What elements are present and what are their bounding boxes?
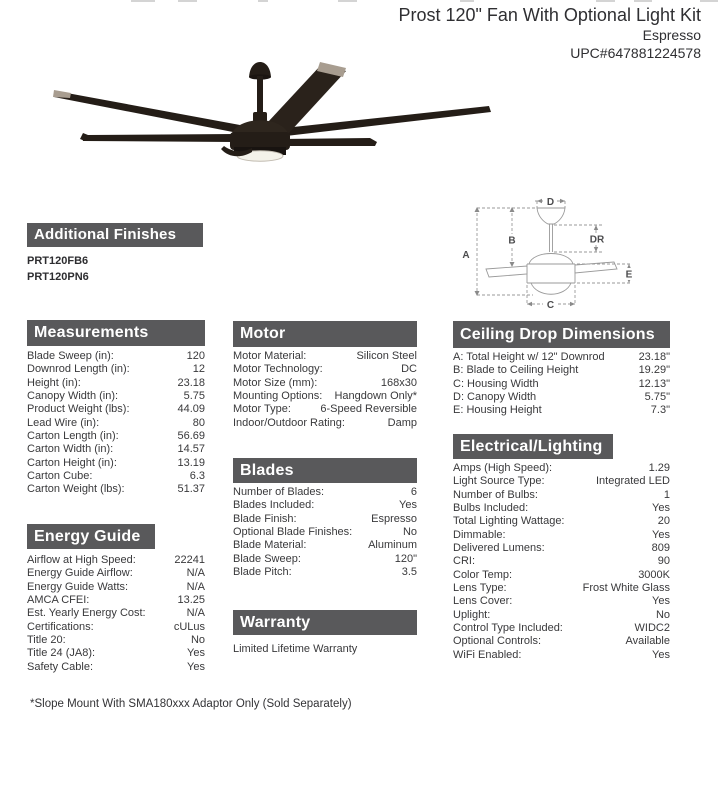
spec-row: [453, 462, 670, 475]
spec-label: Airflow at High Speed:: [27, 554, 136, 566]
blades-header: Blades: [233, 458, 417, 483]
finish-name: Espresso: [642, 27, 701, 43]
spec-row: [27, 483, 205, 496]
spec-label: Carton Length (in):: [27, 430, 119, 443]
spec-value: Espresso: [371, 512, 417, 525]
spec-value: 3000K: [638, 568, 670, 581]
spec-value: Damp: [387, 416, 417, 429]
warranty-text: Limited Lifetime Warranty: [233, 643, 358, 655]
blades-section: [233, 458, 417, 579]
cropped-header-artifact: [460, 0, 474, 2]
spec-value: Available: [625, 635, 670, 648]
spec-row: [27, 621, 205, 634]
motor-rows: [233, 350, 417, 430]
spec-value: 168x30: [380, 376, 417, 389]
spec-label: Number of Bulbs:: [453, 488, 538, 501]
spec-label: Height (in):: [27, 376, 81, 389]
spec-value: Yes: [399, 499, 417, 512]
spec-label: Blade Pitch:: [233, 566, 292, 579]
spec-value: Yes: [652, 595, 670, 608]
spec-row: [27, 634, 205, 647]
spec-value: 20: [657, 515, 670, 528]
spec-value: 809: [651, 542, 670, 555]
spec-label: Motor Type:: [233, 403, 291, 416]
spec-label: Motor Size (mm):: [233, 376, 318, 389]
spec-label: Blade Sweep:: [233, 552, 301, 565]
spec-row: [453, 475, 670, 488]
spec-label: Motor Technology:: [233, 363, 323, 376]
spec-row: [453, 542, 670, 555]
spec-label: Product Weight (lbs):: [27, 403, 130, 416]
spec-value: No: [190, 634, 205, 647]
spec-label: CRI:: [453, 555, 475, 568]
spec-label: Carton Cube:: [27, 470, 93, 483]
spec-value: N/A: [186, 567, 205, 580]
spec-label: Carton Weight (lbs):: [27, 483, 125, 496]
spec-label: AMCA CFEI:: [27, 594, 90, 607]
spec-label: Canopy Width (in):: [27, 390, 119, 403]
spec-value: No: [402, 526, 417, 539]
spec-row: [233, 539, 417, 552]
spec-value: 12: [192, 363, 205, 376]
spec-value: 6-Speed Reversible: [320, 403, 417, 416]
spec-value: Yes: [187, 647, 205, 660]
spec-row: [453, 378, 670, 391]
spec-value: N/A: [186, 607, 205, 620]
spec-value: Yes: [652, 648, 670, 661]
spec-label: Optional Blade Finishes:: [233, 526, 353, 539]
spec-row: [27, 661, 205, 674]
spec-row: [453, 582, 670, 595]
spec-label: Energy Guide Airflow:: [27, 567, 133, 580]
slope-mount-footnote: *Slope Mount With SMA180xxx Adaptor Only (Sold Separately): [30, 698, 352, 710]
spec-value: DC: [401, 363, 417, 376]
spec-row: [27, 647, 205, 660]
diagram-fan-outline: [486, 208, 617, 294]
spec-value: No: [655, 608, 670, 621]
spec-row: [453, 404, 670, 417]
spec-label: B: Blade to Ceiling Height: [453, 364, 579, 377]
spec-value: 5.75: [183, 390, 205, 403]
spec-value: 23.18": [638, 351, 670, 363]
spec-value: WIDC2: [634, 622, 670, 635]
spec-label: Carton Height (in):: [27, 456, 117, 469]
measurements-header: Measurements: [27, 320, 205, 346]
spec-label: Optional Controls:: [453, 635, 542, 648]
spec-row: [27, 377, 205, 390]
spec-label: E: Housing Height: [453, 404, 542, 417]
spec-value: Hangdown Only*: [334, 390, 417, 403]
dim-label-a: A: [462, 250, 470, 261]
spec-value: 120": [394, 552, 417, 565]
spec-label: WiFi Enabled:: [453, 648, 522, 661]
spec-row: [27, 457, 205, 470]
spec-row: [233, 486, 417, 499]
spec-row: [453, 391, 670, 404]
dimension-diagram: [453, 185, 690, 317]
energy-guide-header: Energy Guide: [27, 524, 155, 549]
spec-label: D: Canopy Width: [453, 391, 537, 404]
spec-value: Yes: [652, 502, 670, 515]
spec-row: [453, 609, 670, 622]
spec-label: Blade Material:: [233, 539, 307, 552]
spec-label: Energy Guide Watts:: [27, 580, 129, 593]
spec-row: [27, 417, 205, 430]
spec-label: Motor Material:: [233, 350, 307, 362]
spec-label: Title 20:: [27, 634, 66, 647]
spec-label: Lead Wire (in):: [27, 416, 100, 429]
spec-row: [453, 489, 670, 502]
spec-value: 13.25: [177, 594, 205, 607]
dim-label-dr: DR: [589, 234, 605, 246]
spec-value: 51.37: [177, 483, 205, 496]
spec-label: Bulbs Included:: [453, 502, 529, 515]
spec-value: 19.29": [638, 364, 670, 377]
spec-label: Title 24 (JA8):: [27, 647, 96, 660]
spec-row: [233, 566, 417, 579]
spec-label: Total Lighting Wattage:: [453, 515, 565, 528]
dim-label-c: C: [546, 300, 555, 311]
cropped-header-artifact: [338, 0, 357, 2]
spec-value: 90: [657, 555, 670, 568]
warranty-header: Warranty: [233, 610, 417, 635]
spec-value: 12.13": [638, 377, 670, 390]
spec-value: Aluminum: [368, 539, 417, 552]
blades-rows: [233, 486, 417, 579]
spec-row: [233, 377, 417, 390]
spec-label: Control Type Included:: [453, 622, 563, 635]
spec-label: Carton Width (in):: [27, 443, 114, 456]
spec-value: 7.3": [650, 404, 670, 417]
spec-value: 1.29: [648, 462, 670, 474]
spec-row: [233, 499, 417, 512]
electrical-header: Electrical/Lighting: [453, 434, 613, 459]
spec-label: Safety Cable:: [27, 660, 94, 673]
cropped-header-artifact: [178, 0, 197, 2]
spec-row: [27, 390, 205, 403]
additional-finishes-header: Additional Finishes: [27, 223, 203, 247]
spec-row: [27, 607, 205, 620]
spec-value: 1: [663, 488, 670, 501]
fan-downrod: [249, 62, 271, 122]
spec-value: 6: [410, 486, 417, 498]
cropped-header-artifact: [700, 0, 718, 2]
spec-value: cULus: [173, 620, 205, 633]
spec-row: [453, 555, 670, 568]
spec-label: Indoor/Outdoor Rating:: [233, 416, 345, 429]
spec-row: [27, 581, 205, 594]
dim-label-d: D: [546, 197, 555, 208]
spec-label: Lens Type:: [453, 582, 507, 595]
measurements-section: [27, 320, 205, 497]
fan-product-image: [28, 46, 508, 211]
spec-row: [453, 595, 670, 608]
cropped-header-artifact: [596, 0, 615, 2]
spec-row: [453, 622, 670, 635]
spec-value: 14.57: [177, 443, 205, 456]
spec-label: Number of Blades:: [233, 486, 325, 498]
spec-value: Integrated LED: [596, 475, 670, 488]
spec-value: Silicon Steel: [356, 350, 417, 362]
spec-row: [233, 390, 417, 403]
electrical-rows: [453, 462, 670, 662]
spec-row: [453, 515, 670, 528]
upc-code: UPC#647881224578: [570, 45, 701, 61]
cropped-header-artifact: [258, 0, 268, 2]
ceiling-drop-header: Ceiling Drop Dimensions: [453, 321, 670, 348]
spec-row: [27, 350, 205, 363]
ceiling-drop-section: [453, 321, 670, 418]
finish-code: PRT120FB6: [27, 255, 89, 267]
spec-value: N/A: [186, 580, 205, 593]
spec-row: [233, 526, 417, 539]
spec-row: [233, 363, 417, 376]
spec-row: [453, 502, 670, 515]
spec-row: [453, 529, 670, 542]
spec-value: 22241: [174, 554, 205, 566]
spec-row: [27, 363, 205, 376]
ceiling-drop-rows: [453, 351, 670, 418]
spec-row: [453, 635, 670, 648]
spec-label: Blade Sweep (in):: [27, 350, 114, 362]
spec-label: Light Source Type:: [453, 475, 545, 488]
finish-code: PRT120PN6: [27, 271, 89, 283]
spec-value: 80: [192, 416, 205, 429]
motor-header: Motor: [233, 321, 417, 347]
spec-label: Downrod Length (in):: [27, 363, 130, 376]
cropped-header-artifact: [634, 0, 652, 2]
finish-list: [27, 253, 205, 285]
spec-row: [453, 351, 670, 364]
dim-label-e: E: [625, 269, 633, 281]
spec-label: Blades Included:: [233, 499, 315, 512]
spec-label: Amps (High Speed):: [453, 462, 553, 474]
spec-row: [233, 553, 417, 566]
spec-row: [233, 513, 417, 526]
spec-row: [453, 364, 670, 377]
spec-label: Lens Cover:: [453, 595, 513, 608]
spec-row: [27, 567, 205, 580]
spec-value: Yes: [187, 660, 205, 673]
cropped-header-artifact: [131, 0, 155, 2]
motor-section: [233, 321, 417, 430]
spec-label: Dimmable:: [453, 528, 506, 541]
spec-row: [233, 417, 417, 430]
energy-guide-section: [27, 524, 205, 674]
spec-value: 120: [186, 350, 205, 362]
warranty-section: [233, 610, 417, 655]
spec-label: Mounting Options:: [233, 390, 323, 403]
spec-label: C: Housing Width: [453, 377, 539, 390]
spec-row: [233, 403, 417, 416]
spec-value: 3.5: [401, 566, 417, 579]
spec-label: A: Total Height w/ 12" Downrod: [453, 351, 605, 363]
spec-label: Blade Finish:: [233, 512, 297, 525]
spec-row: [27, 430, 205, 443]
spec-row: [233, 350, 417, 363]
spec-row: [27, 554, 205, 567]
spec-value: Yes: [652, 528, 670, 541]
spec-value: 44.09: [177, 403, 205, 416]
spec-row: [453, 649, 670, 662]
additional-finishes-section: [27, 223, 205, 285]
spec-label: Est. Yearly Energy Cost:: [27, 607, 146, 620]
spec-row: [27, 470, 205, 483]
spec-value: 6.3: [189, 470, 205, 483]
spec-value: Frost White Glass: [582, 582, 670, 595]
dim-label-b: B: [508, 235, 516, 247]
energy-guide-rows: [27, 554, 205, 674]
spec-row: [27, 594, 205, 607]
spec-value: 56.69: [177, 430, 205, 443]
spec-row: [453, 569, 670, 582]
spec-label: Color Temp:: [453, 568, 513, 581]
spec-value: 13.19: [177, 456, 205, 469]
measurements-rows: [27, 350, 205, 497]
spec-label: Certifications:: [27, 620, 94, 633]
spec-value: 5.75": [644, 391, 670, 404]
spec-value: 23.18: [177, 376, 205, 389]
spec-label: Uplight:: [453, 608, 491, 621]
spec-label: Delivered Lumens:: [453, 542, 545, 555]
electrical-section: [453, 434, 670, 662]
page-title: Prost 120" Fan With Optional Light Kit: [398, 5, 701, 25]
spec-row: [27, 403, 205, 416]
spec-row: [27, 443, 205, 456]
